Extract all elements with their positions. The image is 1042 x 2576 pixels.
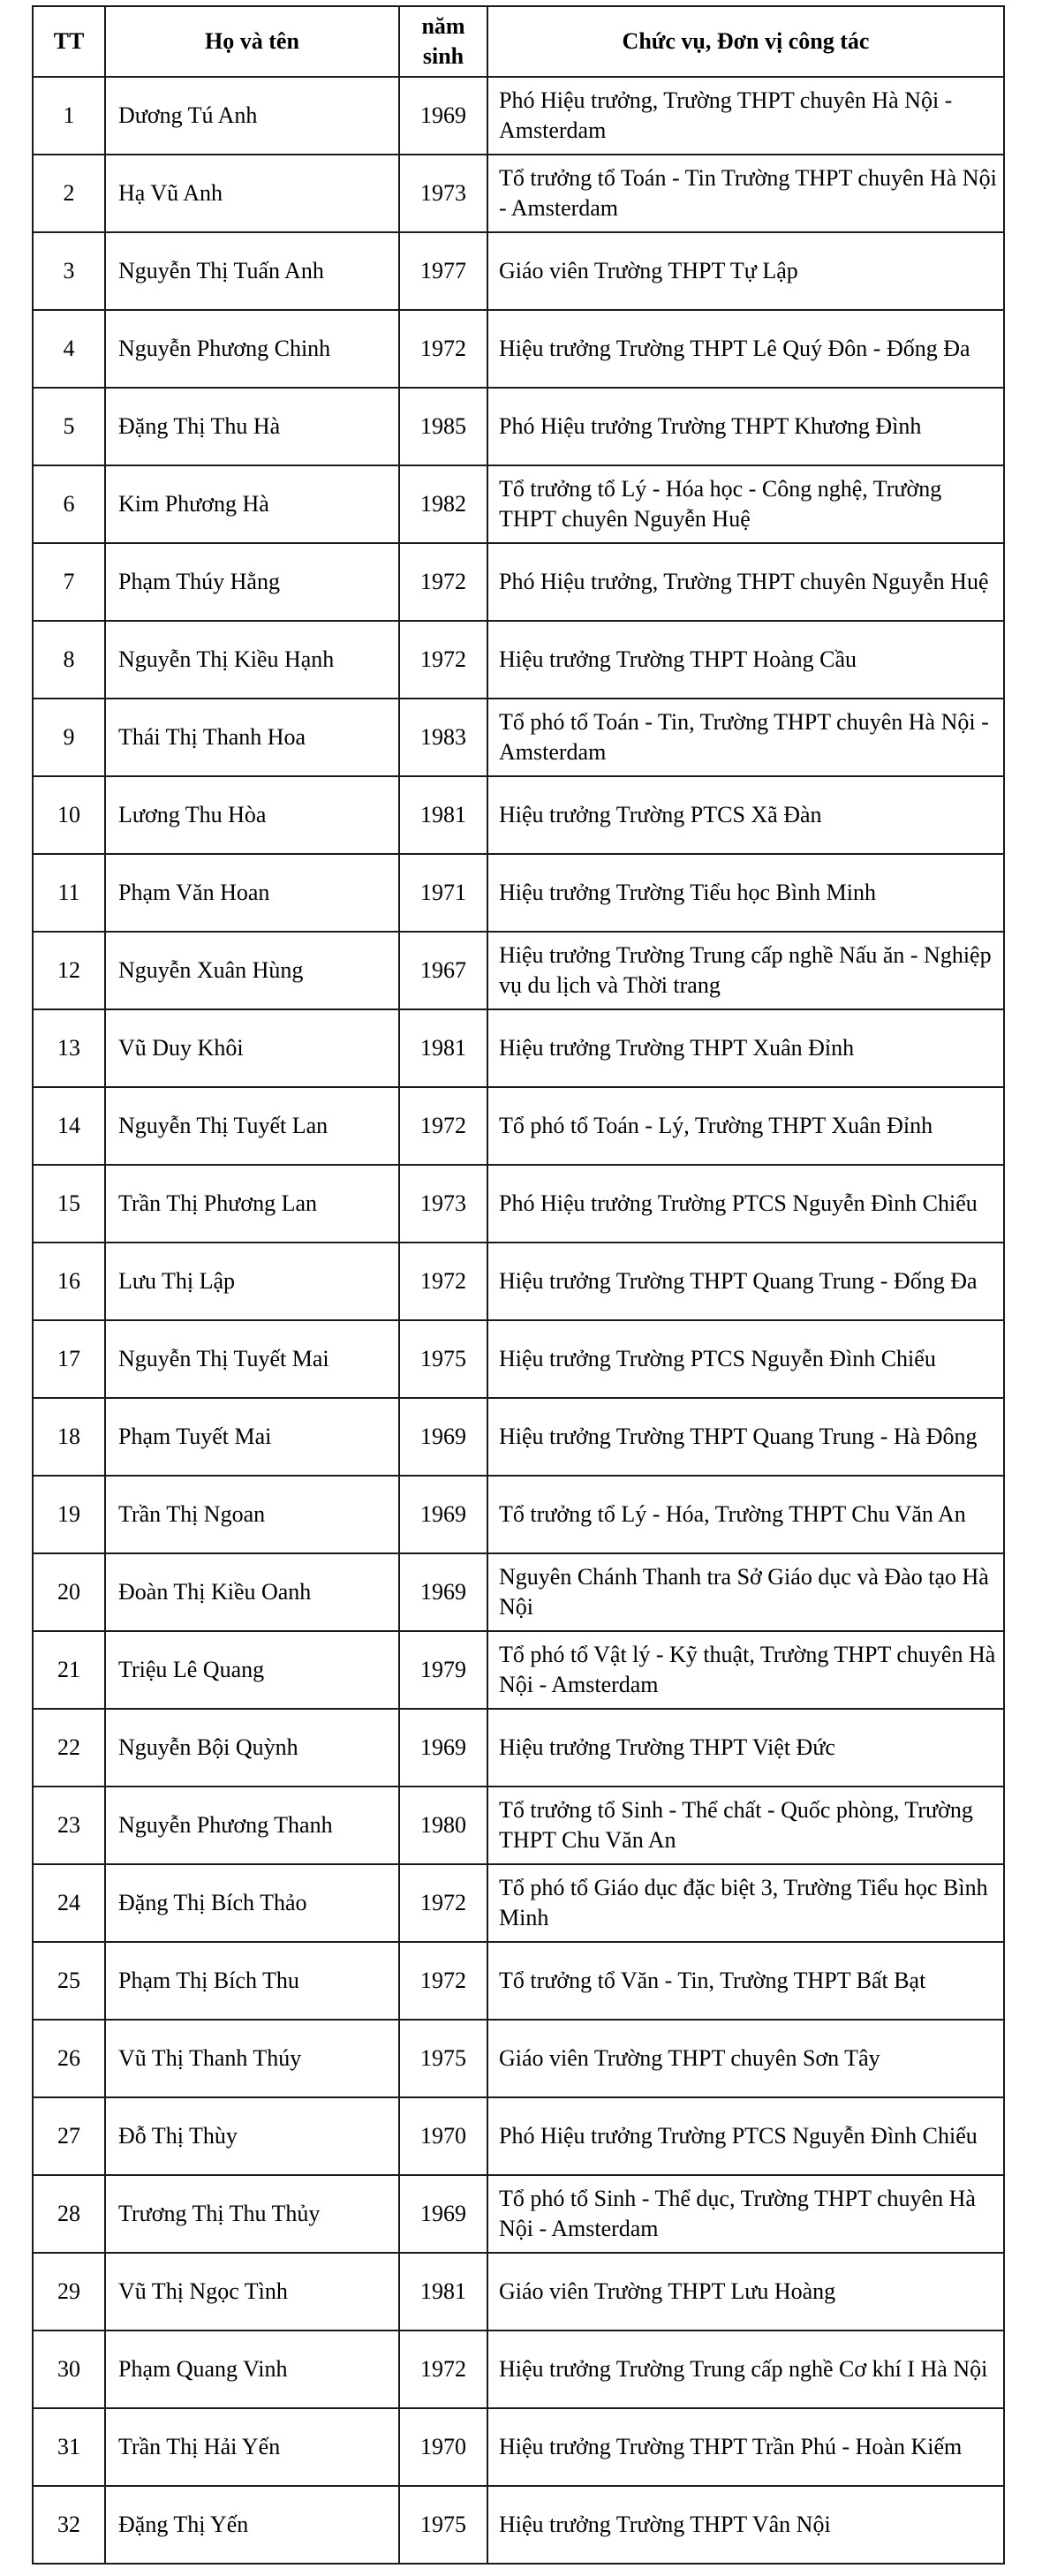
row-position: Tổ trưởng tổ Sinh - Thể chất - Quốc phòng, Trường THPT Chu Văn An <box>487 1787 1004 1864</box>
table-row <box>33 2020 1004 2097</box>
row-number: 21 <box>33 1631 105 1709</box>
row-position: Giáo viên Trường THPT Lưu Hoàng <box>487 2253 1004 2330</box>
row-name: Nguyễn Phương Thanh <box>105 1787 399 1864</box>
table-row <box>33 2175 1004 2253</box>
row-position: Hiệu trưởng Trường Trung cấp nghề Nấu ăn - Nghiệp vụ du lịch và Thời trang <box>487 932 1004 1009</box>
row-position: Tổ phó tổ Giáo dục đặc biệt 3, Trường Tiểu học Bình Minh <box>487 1864 1004 1942</box>
row-birth-year: 1975 <box>399 2486 487 2564</box>
row-position: Hiệu trưởng Trường THPT Vân Nội <box>487 2486 1004 2564</box>
row-position: Hiệu trưởng Trường THPT Lê Quý Đôn - Đống Đa <box>487 310 1004 388</box>
row-position: Tổ trưởng tổ Lý - Hóa, Trường THPT Chu Văn An <box>487 1476 1004 1553</box>
header-year <box>399 6 487 77</box>
row-name: Hạ Vũ Anh <box>105 155 399 232</box>
row-birth-year: 1970 <box>399 2097 487 2175</box>
table-row <box>33 1243 1004 1320</box>
staff-table-wrapper <box>32 5 1005 2565</box>
table-row <box>33 1009 1004 1087</box>
row-birth-year: 1969 <box>399 2175 487 2253</box>
row-number: 8 <box>33 621 105 699</box>
row-number: 20 <box>33 1553 105 1631</box>
row-birth-year: 1969 <box>399 1398 487 1476</box>
row-number: 19 <box>33 1476 105 1553</box>
row-number: 4 <box>33 310 105 388</box>
row-number: 27 <box>33 2097 105 2175</box>
row-number: 5 <box>33 388 105 465</box>
row-name: Dương Tú Anh <box>105 77 399 155</box>
row-name: Đoàn Thị Kiều Oanh <box>105 1553 399 1631</box>
row-name: Đỗ Thị Thùy <box>105 2097 399 2175</box>
row-birth-year: 1980 <box>399 1787 487 1864</box>
row-birth-year: 1969 <box>399 1553 487 1631</box>
header-name: Họ và tên <box>105 6 399 77</box>
row-number: 29 <box>33 2253 105 2330</box>
row-birth-year: 1981 <box>399 1009 487 1087</box>
table-row <box>33 1320 1004 1398</box>
row-name: Nguyễn Thị Tuyết Mai <box>105 1320 399 1398</box>
row-birth-year: 1977 <box>399 232 487 310</box>
row-position: Giáo viên Trường THPT chuyên Sơn Tây <box>487 2020 1004 2097</box>
row-name: Thái Thị Thanh Hoa <box>105 699 399 776</box>
row-position: Tổ phó tổ Vật lý - Kỹ thuật, Trường THPT chuyên Hà Nội - Amsterdam <box>487 1631 1004 1709</box>
table-row <box>33 543 1004 621</box>
header-tt: TT <box>33 6 105 77</box>
table-row <box>33 776 1004 854</box>
table-row <box>33 1864 1004 1942</box>
table-row <box>33 310 1004 388</box>
row-name: Triệu Lê Quang <box>105 1631 399 1709</box>
header-year-line2: sinh <box>422 43 464 69</box>
row-position: Tổ phó tổ Sinh - Thể dục, Trường THPT chuyên Hà Nội - Amsterdam <box>487 2175 1004 2253</box>
row-name: Lương Thu Hòa <box>105 776 399 854</box>
row-name: Phạm Văn Hoan <box>105 854 399 932</box>
row-position: Phó Hiệu trưởng Trường PTCS Nguyễn Đình Chiểu <box>487 2097 1004 2175</box>
table-body <box>33 77 1004 2564</box>
row-name: Vũ Thị Thanh Thúy <box>105 2020 399 2097</box>
row-name: Nguyễn Bội Quỳnh <box>105 1709 399 1787</box>
row-name: Vũ Duy Khôi <box>105 1009 399 1087</box>
row-position: Hiệu trưởng Trường Tiểu học Bình Minh <box>487 854 1004 932</box>
row-number: 26 <box>33 2020 105 2097</box>
table-header <box>33 6 1004 77</box>
table-row <box>33 232 1004 310</box>
row-number: 25 <box>33 1942 105 2020</box>
row-birth-year: 1982 <box>399 465 487 543</box>
row-name: Nguyễn Phương Chinh <box>105 310 399 388</box>
row-name: Kim Phương Hà <box>105 465 399 543</box>
row-birth-year: 1969 <box>399 1709 487 1787</box>
row-birth-year: 1969 <box>399 1476 487 1553</box>
row-birth-year: 1985 <box>399 388 487 465</box>
row-birth-year: 1972 <box>399 310 487 388</box>
row-position: Hiệu trưởng Trường THPT Hoàng Cầu <box>487 621 1004 699</box>
table-row <box>33 155 1004 232</box>
row-number: 18 <box>33 1398 105 1476</box>
row-birth-year: 1981 <box>399 776 487 854</box>
table-row <box>33 1476 1004 1553</box>
row-birth-year: 1969 <box>399 77 487 155</box>
row-number: 12 <box>33 932 105 1009</box>
row-name: Trương Thị Thu Thủy <box>105 2175 399 2253</box>
row-position: Phó Hiệu trưởng Trường PTCS Nguyễn Đình Chiểu <box>487 1165 1004 1243</box>
row-number: 22 <box>33 1709 105 1787</box>
row-name: Trần Thị Ngoan <box>105 1476 399 1553</box>
staff-table <box>32 5 1005 2565</box>
table-row <box>33 1165 1004 1243</box>
row-position: Hiệu trưởng Trường THPT Trần Phú - Hoàn Kiếm <box>487 2408 1004 2486</box>
row-birth-year: 1972 <box>399 1864 487 1942</box>
row-birth-year: 1972 <box>399 1243 487 1320</box>
table-row <box>33 2486 1004 2564</box>
row-number: 30 <box>33 2330 105 2408</box>
row-birth-year: 1983 <box>399 699 487 776</box>
row-number: 1 <box>33 77 105 155</box>
row-position: Tổ phó tổ Toán - Tin, Trường THPT chuyên Hà Nội - Amsterdam <box>487 699 1004 776</box>
row-number: 17 <box>33 1320 105 1398</box>
table-row <box>33 2330 1004 2408</box>
row-position: Tổ trưởng tổ Toán - Tin Trường THPT chuyên Hà Nội - Amsterdam <box>487 155 1004 232</box>
row-name: Nguyễn Thị Tuyết Lan <box>105 1087 399 1165</box>
row-number: 14 <box>33 1087 105 1165</box>
table-row <box>33 2253 1004 2330</box>
row-name: Trần Thị Phương Lan <box>105 1165 399 1243</box>
row-number: 31 <box>33 2408 105 2486</box>
table-row <box>33 77 1004 155</box>
row-number: 24 <box>33 1864 105 1942</box>
row-birth-year: 1975 <box>399 2020 487 2097</box>
table-row <box>33 465 1004 543</box>
row-birth-year: 1972 <box>399 1942 487 2020</box>
row-name: Phạm Tuyết Mai <box>105 1398 399 1476</box>
row-number: 9 <box>33 699 105 776</box>
table-row <box>33 1631 1004 1709</box>
row-name: Phạm Quang Vinh <box>105 2330 399 2408</box>
table-row <box>33 2097 1004 2175</box>
table-row <box>33 1087 1004 1165</box>
row-number: 32 <box>33 2486 105 2564</box>
row-position: Hiệu trưởng Trường PTCS Xã Đàn <box>487 776 1004 854</box>
row-name: Nguyễn Thị Tuấn Anh <box>105 232 399 310</box>
table-row <box>33 388 1004 465</box>
row-birth-year: 1979 <box>399 1631 487 1709</box>
row-name: Đặng Thị Bích Thảo <box>105 1864 399 1942</box>
row-position: Hiệu trưởng Trường PTCS Nguyễn Đình Chiểu <box>487 1320 1004 1398</box>
table-row <box>33 621 1004 699</box>
row-position: Hiệu trưởng Trường THPT Xuân Đỉnh <box>487 1009 1004 1087</box>
row-position: Hiệu trưởng Trường Trung cấp nghề Cơ khí I Hà Nội <box>487 2330 1004 2408</box>
row-number: 16 <box>33 1243 105 1320</box>
row-position: Giáo viên Trường THPT Tự Lập <box>487 232 1004 310</box>
row-number: 6 <box>33 465 105 543</box>
table-row <box>33 1398 1004 1476</box>
row-birth-year: 1975 <box>399 1320 487 1398</box>
row-position: Phó Hiệu trưởng Trường THPT Khương Đình <box>487 388 1004 465</box>
row-name: Lưu Thị Lập <box>105 1243 399 1320</box>
row-position: Hiệu trưởng Trường THPT Quang Trung - Đống Đa <box>487 1243 1004 1320</box>
row-name: Phạm Thúy Hằng <box>105 543 399 621</box>
header-year-line1: năm <box>421 13 465 39</box>
row-position: Tổ trưởng tổ Lý - Hóa học - Công nghệ, Trường THPT chuyên Nguyễn Huệ <box>487 465 1004 543</box>
row-name: Trần Thị Hải Yến <box>105 2408 399 2486</box>
row-name: Nguyễn Xuân Hùng <box>105 932 399 1009</box>
table-row <box>33 2408 1004 2486</box>
row-birth-year: 1972 <box>399 543 487 621</box>
row-position: Tổ phó tổ Toán - Lý, Trường THPT Xuân Đỉnh <box>487 1087 1004 1165</box>
row-name: Đặng Thị Thu Hà <box>105 388 399 465</box>
table-row <box>33 932 1004 1009</box>
table-row <box>33 1553 1004 1631</box>
row-birth-year: 1973 <box>399 155 487 232</box>
row-name: Nguyễn Thị Kiều Hạnh <box>105 621 399 699</box>
row-birth-year: 1981 <box>399 2253 487 2330</box>
row-position: Phó Hiệu trưởng, Trường THPT chuyên Hà Nội - Amsterdam <box>487 77 1004 155</box>
row-birth-year: 1967 <box>399 932 487 1009</box>
row-position: Tổ trưởng tổ Văn - Tin, Trường THPT Bất Bạt <box>487 1942 1004 2020</box>
row-number: 23 <box>33 1787 105 1864</box>
row-number: 11 <box>33 854 105 932</box>
row-birth-year: 1972 <box>399 2330 487 2408</box>
table-row <box>33 1787 1004 1864</box>
row-position: Hiệu trưởng Trường THPT Việt Đức <box>487 1709 1004 1787</box>
table-row <box>33 1942 1004 2020</box>
row-birth-year: 1971 <box>399 854 487 932</box>
row-birth-year: 1972 <box>399 621 487 699</box>
header-position: Chức vụ, Đơn vị công tác <box>487 6 1004 77</box>
row-position: Nguyên Chánh Thanh tra Sở Giáo dục và Đào tạo Hà Nội <box>487 1553 1004 1631</box>
row-name: Phạm Thị Bích Thu <box>105 1942 399 2020</box>
row-birth-year: 1970 <box>399 2408 487 2486</box>
row-birth-year: 1973 <box>399 1165 487 1243</box>
table-row <box>33 1709 1004 1787</box>
table-row <box>33 699 1004 776</box>
row-number: 10 <box>33 776 105 854</box>
row-position: Phó Hiệu trưởng, Trường THPT chuyên Nguyễn Huệ <box>487 543 1004 621</box>
table-row <box>33 854 1004 932</box>
row-position: Hiệu trưởng Trường THPT Quang Trung - Hà Đông <box>487 1398 1004 1476</box>
row-birth-year: 1972 <box>399 1087 487 1165</box>
row-name: Vũ Thị Ngọc Tình <box>105 2253 399 2330</box>
row-number: 2 <box>33 155 105 232</box>
row-number: 13 <box>33 1009 105 1087</box>
row-number: 15 <box>33 1165 105 1243</box>
row-number: 28 <box>33 2175 105 2253</box>
row-number: 7 <box>33 543 105 621</box>
row-name: Đặng Thị Yến <box>105 2486 399 2564</box>
header-row <box>33 6 1004 77</box>
row-number: 3 <box>33 232 105 310</box>
